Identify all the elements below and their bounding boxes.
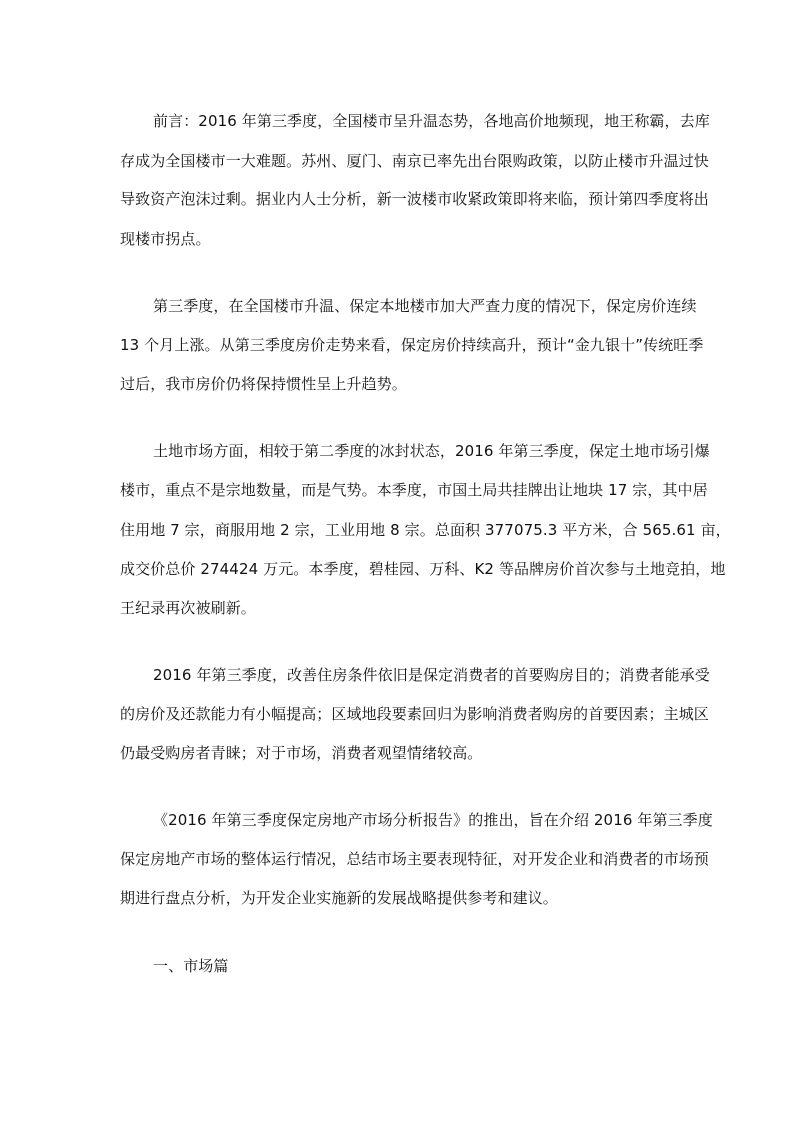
paragraph-1-line-3: 导致资产泡沫过剩。据业内人士分析，新一波楼市收紧政策即将来临，预计第四季度将出: [120, 190, 709, 208]
paragraph-3-line-4: 成交价总价 274424 万元。本季度，碧桂园、万科、K2 等品牌房价首次参与土地竞拍，地: [120, 560, 726, 578]
paragraph-5-line-3: 期进行盘点分析，为开发企业实施新的发展战略提供参考和建议。: [120, 889, 558, 907]
paragraph-1-line-4: 现楼市拐点。: [120, 230, 211, 248]
paragraph-1-line-1: 前言：2016 年第三季度，全国楼市呈升温态势，各地高价地频现，地王称霸，去库: [153, 112, 710, 130]
paragraph-3-line-5: 王纪录再次被刷新。: [120, 599, 256, 617]
paragraph-4-line-1: 2016 年第三季度，改善住房条件依旧是保定消费者的首要购房目的；消费者能承受: [153, 666, 710, 684]
paragraph-3-line-2: 楼市，重点不是宗地数量，而是气势。本季度，市国土局共挂牌出让地块 17 宗，其中居: [120, 481, 708, 499]
paragraph-4-line-3: 仍最受购房者青睐；对于市场，消费者观望情绪较高。: [120, 744, 483, 762]
paragraph-4-line-2: 的房价及还款能力有小幅提高；区域地段要素回归为影响消费者购房的首要因素；主城区: [120, 705, 709, 723]
paragraph-3-line-3: 住用地 7 宗，商服用地 2 宗，工业用地 8 宗。总面积 377075.3 平方米，合 565.61 亩，: [120, 521, 731, 539]
paragraph-2-line-3: 过后，我市房价仍将保持惯性呈上升趋势。: [120, 375, 407, 393]
paragraph-2-line-2: 13 个月上涨。从第三季度房价走势来看，保定房价持续高升，预计“金九银十”传统旺季: [120, 336, 704, 354]
paragraph-1-line-2: 存成为全国楼市一大难题。苏州、厦门、南京已率先出台限购政策，以防止楼市升温过快: [120, 152, 709, 170]
section-heading: 一、市场篇: [153, 957, 229, 975]
paragraph-5-line-2: 保定房地产市场的整体运行情况，总结市场主要表现特征，对开发企业和消费者的市场预: [120, 850, 709, 868]
paragraph-5-line-1: 《2016 年第三季度保定房地产市场分析报告》的推出，旨在介绍 2016 年第三季度: [153, 811, 713, 829]
paragraph-2-line-1: 第三季度，在全国楼市升温、保定本地楼市加大严查力度的情况下，保定房价连续: [153, 297, 697, 315]
paragraph-3-line-1: 土地市场方面，相较于第二季度的冰封状态，2016 年第三季度，保定土地市场引爆: [153, 442, 710, 460]
